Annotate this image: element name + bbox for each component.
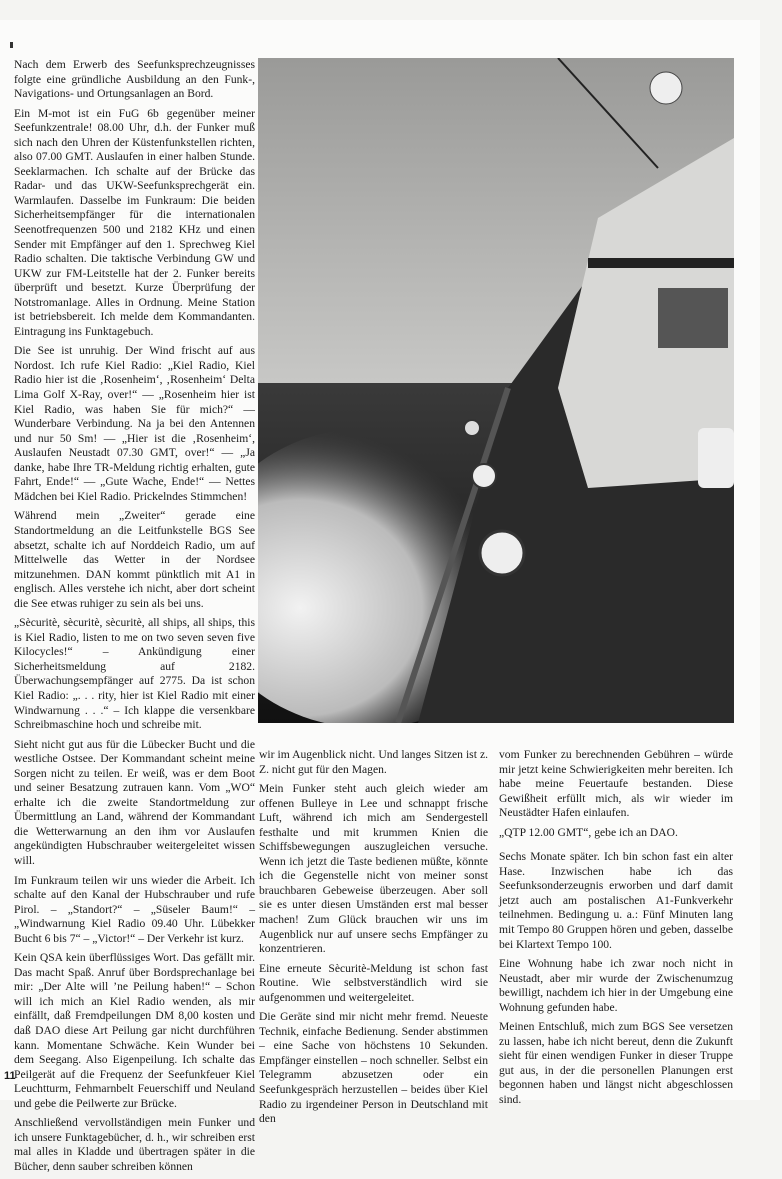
paragraph: Ein M-mot ist ein FuG 6b gegenüber meiner Seefunkzentrale! 08.00 Uhr, d.h. der Funker muß sich nach den Uhren der Küstenfunkstellen richten, also 07.00 GMT. Auslaufen in einer halben Stunde. Seeklarmachen. Ich schalte auf der Brücke das Radar- und das UKW-Seefunksprechgerät ein. Warmlaufen. Dasselbe im Funkraum: Die beiden Sicherheitsempfänger für die internationalen Seenotfrequenzen 500 und 2182 KHz und einen Sender mit Empfänger auf den 1. Sprechweg Kiel Radio schalten. Die taktische Verbindung GW und UKW zur FM-Leitstelle hat der 2. Funker bereits überprüft und besetzt. Kurze Überprüfung der Notstromanlage. Alles in Ordnung. Meine Station ist betriebsbereit. Ich melde dem Kommandanten. Eintragung ins Funktagebuch. [14, 106, 255, 338]
page-number: 11 [4, 1070, 16, 1082]
paragraph: Eine erneute Sècuritè-Meldung ist schon fast Routine. Wie selbstverständlich wird sie aufgenommen und weitergeleitet. [259, 961, 488, 1004]
paragraph: wir im Augenblick nicht. Und langes Sitzen ist z. Z. nicht gut für den Magen. [259, 748, 488, 776]
paragraph: Eine Wohnung habe ich zwar noch nicht in Neustadt, aber mir wurde der Zwischenumzug bewilligt, nachdem ich hier in der Umgebung eine Wohnung gefunden habe. [499, 957, 733, 1014]
fender [480, 531, 524, 575]
paragraph: Anschließend vervollständigen mein Funker und ich unsere Funktagebücher, d. h., wir schreiben erst mal alles in Kladde und übertragen später in die Bücher, denn sauber schreiben können [14, 1116, 255, 1173]
deck-railing [588, 258, 734, 268]
ship-photo [258, 58, 734, 723]
paragraph: Sieht nicht gut aus für die Lübecker Bucht und die westliche Ostsee. Der Kommandant scheint meine Sorgen nicht zu teilen. Er weiß, was er dem Boot und seiner Besatzung zutrauen kann. Vom „WO“ erhalte ich die zweite Standortmeldung zur Übermittlung an Land, während der Kommandant die Wetterwarnung an den ihm vor Auslaufen angekündigten Hubschrauber weitergeleitet wissen will. [14, 737, 255, 867]
lifebuoy-locker [698, 428, 734, 488]
text-column-1 [14, 58, 255, 1179]
paragraph: Die See ist unruhig. Der Wind frischt auf aus Nordost. Ich rufe Kiel Radio: „Kiel Radio, Kiel Radio hier ist die ‚Rosenheim‘, ‚Rosenheim‘ Delta Lima Golf X-Ray, over!“ — „Rosenheim hier ist Kiel Radio, was haben Sie für mich?“ — Wunderbare Verbindung. Na ja bei den Antennen und nur 50 Sm! — „Hier ist die ‚Rosenheim‘, Auslaufen Neustadt 07.30 GMT, over!“ — „Ja danke, habe Ihre TR-Meldung richtig erhalten, gute Fahrt, Ende!“ — „Gute Wache, Ende!“ — Nettes Mädchen bei Kiel Radio. Prickelndes Stimmchen! [14, 344, 255, 503]
scan-mark [10, 42, 13, 48]
paragraph: Während mein „Zweiter“ gerade eine Standortmeldung an die Leitfunkstelle BGS See absetzt, schalte ich auf Norddeich Radio, um auf Mittelwelle das Wetter in der Nordsee mitzunehmen. DAN kommt pünktlich mit A1 in englisch. Alles verstehe ich nicht, aber dort scheint die See etwas ruhiger zu sein als bei uns. [14, 509, 255, 610]
fender [472, 464, 496, 488]
text-column-3 [499, 748, 733, 1113]
radar-dome [650, 72, 682, 104]
paragraph: Nach dem Erwerb des Seefunksprechzeugnisses folgte eine gründliche Ausbildung an den Funk-, Navigations- und Ortungsanlagen an Bord. [14, 58, 255, 101]
bridge-window [658, 288, 728, 348]
paragraph: Kein QSA kein überflüssiges Wort. Das gefällt mir. Das macht Spaß. Anruf über Bordsprechanlage bei mir: „Der Alte will ’ne Peilung haben!“ – Schon will ich mich an Kiel Radio wenden, als mir einfällt, daß Fremdpeilungen DM 8,00 kosten und daß DAO diese Art Peilung gar nicht durchführen kann. Momentane Schwäche. Kein Wunder bei dem Seegang. Also Eigenpeilung. Ich schalte das Peilgerät auf die Frequenz der Seefunkfeuer Kiel Leuchtturm, Fehmarnbelt Feuerschiff und Neuland und gebe die Peilwerte zur Brücke. [14, 951, 255, 1110]
paragraph: Im Funkraum teilen wir uns wieder die Arbeit. Ich schalte auf den Kanal der Hubschrauber und rufe Pirol. – „Standort?“ – „Süseler Baum!“ – „Windwarnung Kiel Radio 09.40 Uhr. Lübekker Bucht 6 bis 7“ – „Victor!“ – Der Verkehr ist kurz. [14, 873, 255, 945]
paragraph: Die Geräte sind mir nicht mehr fremd. Neueste Technik, einfache Bedienung. Sender abstimmen – eine Sache von höchstens 10 Sekunden. Empfänger einstellen – noch schneller. Selbst ein Telegramm abzusetzen oder ein Seefunkgespräch herzustellen – beides über Kiel Radio zu irgendeiner Person in Deutschland mit den [259, 1010, 488, 1126]
paragraph: Mein Funker steht auch gleich wieder am offenen Bulleye in Lee und schnappt frische Luft, während ich mich am Sendergestell festhalte und mit krummen Knien die Schiffsbewegungen auszugleichen versuche. Wenn ich jetzt die Taste bedienen müßte, könnte ich die Gegenstelle nicht von meiner sonst brauchbaren Gebeweise überzeugen. Aber soll sie es unter diesen Umständen erst mal besser machen! Zum Glück brauchen wir uns im Augenblick nur auf unsere sechs Empfänger zu konzentrieren. [259, 782, 488, 956]
paragraph: vom Funker zu berechnenden Gebühren – würde mir jetzt keine Schwierigkeiten mehr bereiten. Ich habe meine Feuertaufe bestanden. Diese Gewißheit erfüllt mich, als wir wieder im Neustädter Hafen einlaufen. [499, 748, 733, 820]
text-column-2 [259, 748, 488, 1132]
fender [464, 420, 480, 436]
paragraph: Sechs Monate später. Ich bin schon fast ein alter Hase. Inzwischen habe ich das Seefunksonderzeugnis erworben und darf damit jetzt auch am postalischen A1-Funkverkehr teilnehmen. Bedingung u. a.: Fünf Minuten lang mit Tempo 80 Gruppen hören und geben, dasselbe bei Klartext Tempo 100. [499, 850, 733, 951]
paragraph: „QTP 12.00 GMT“, gebe ich an DAO. [499, 825, 678, 839]
paragraph: Meinen Entschluß, mich zum BGS See versetzen zu lassen, habe ich nicht bereut, denn die Zukunft sieht für einen wendigen Funker in dieser Truppe gut aus, in der die personellen Planungen erst begonnen haben und längst nicht abgeschlossen sind. [499, 1020, 733, 1107]
paragraph: „Sècuritè, sècuritè, sècuritè, all ships, all ships, this is Kiel Radio, listen to me on two seven seven five Kilocycles!“ – Ankündigung einer Sicherheitsmeldung auf 2182. Überwachungsempfänger auf 2775. Da ist schon Kiel Radio: „. . . rity, hier ist Kiel Radio mit einer Windwarnung . . .“ – Ich klappe die versenkbare Schreibmaschine hoch und schreibe mit. [14, 616, 255, 732]
